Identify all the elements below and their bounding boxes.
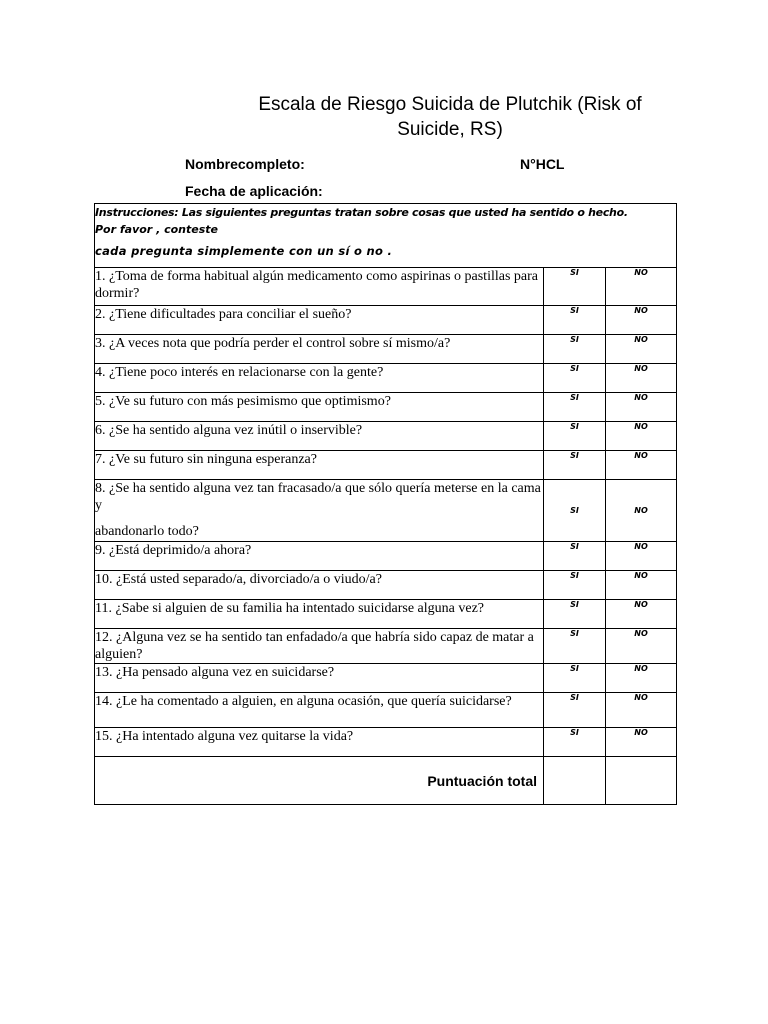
no-option[interactable]: NO: [606, 542, 677, 571]
question-cell: [95, 728, 544, 757]
question-cell: [95, 664, 544, 693]
question-text: 5. ¿Ve su futuro con más pesimismo que optimismo?: [95, 394, 391, 409]
no-option[interactable]: NO: [606, 693, 677, 728]
yes-option[interactable]: SI: [544, 629, 606, 664]
total-no-cell[interactable]: [606, 757, 677, 805]
question-cell: [95, 306, 544, 335]
question-text: 7. ¿Ve su futuro sin ninguna esperanza?: [95, 452, 317, 467]
question-cell: [95, 422, 544, 451]
question-row: [95, 728, 677, 757]
question-cell: [95, 693, 544, 728]
question-text: 8. ¿Se ha sentido alguna vez tan fracasado/a que sólo quería meterse en la cama y: [95, 481, 541, 513]
instructions-line3: cada pregunta simplemente con un sí o no .: [95, 244, 393, 258]
no-option[interactable]: NO: [606, 335, 677, 364]
no-option[interactable]: NO: [606, 306, 677, 335]
question-text: 6. ¿Se ha sentido alguna vez inútil o inservible?: [95, 423, 363, 438]
question-row: [95, 664, 677, 693]
question-text: 1. ¿Toma de forma habitual algún medicamento como aspirinas o pastillas para dormir?: [95, 269, 538, 301]
question-row: [95, 335, 677, 364]
question-row: [95, 600, 677, 629]
question-text: 3. ¿A veces nota que podría perder el control sobre sí mismo/a?: [95, 336, 451, 351]
question-text: 13. ¿Ha pensado alguna vez en suicidarse?: [95, 665, 335, 680]
application-date-label: Fecha de aplicación:: [185, 183, 323, 199]
yes-option[interactable]: SI: [544, 542, 606, 571]
yes-option[interactable]: SI: [544, 422, 606, 451]
question-row: [95, 571, 677, 600]
no-option[interactable]: NO: [606, 422, 677, 451]
question-row: [95, 393, 677, 422]
hcl-number-label: N°HCL: [520, 156, 565, 172]
no-option[interactable]: NO: [606, 480, 677, 542]
total-row: [95, 757, 677, 805]
yes-option[interactable]: SI: [544, 335, 606, 364]
yes-option[interactable]: SI: [544, 268, 606, 306]
instructions-line1: Instrucciones: Las siguientes preguntas tratan sobre cosas que usted ha sentido o hecho.: [95, 206, 628, 219]
question-cell: [95, 480, 544, 542]
question-row: [95, 693, 677, 728]
question-text: 14. ¿Le ha comentado a alguien, en alguna ocasión, que quería suicidarse?: [95, 694, 512, 709]
question-cell: [95, 600, 544, 629]
total-score-label: Puntuación total: [95, 757, 544, 805]
question-cell: [95, 364, 544, 393]
no-option[interactable]: NO: [606, 268, 677, 306]
question-row: [95, 268, 677, 306]
question-gap: [95, 514, 543, 523]
no-option[interactable]: NO: [606, 571, 677, 600]
question-text: 12. ¿Alguna vez se ha sentido tan enfadado/a que habría sido capaz de matar a alguien?: [95, 630, 534, 662]
question-text-continuation: abandonarlo todo?: [95, 524, 199, 539]
yes-option[interactable]: SI: [544, 451, 606, 480]
question-row: [95, 451, 677, 480]
no-option[interactable]: NO: [606, 600, 677, 629]
no-option[interactable]: NO: [606, 664, 677, 693]
yes-option[interactable]: SI: [544, 664, 606, 693]
question-cell: [95, 335, 544, 364]
instructions-row: [95, 204, 677, 268]
no-option[interactable]: NO: [606, 364, 677, 393]
question-text: 11. ¿Sabe si alguien de su familia ha intentado suicidarse alguna vez?: [95, 601, 485, 616]
yes-option[interactable]: SI: [544, 600, 606, 629]
yes-option[interactable]: SI: [544, 693, 606, 728]
full-name-label: Nombrecompleto:: [185, 156, 305, 172]
no-option[interactable]: NO: [606, 629, 677, 664]
question-row: [95, 306, 677, 335]
no-option[interactable]: NO: [606, 393, 677, 422]
question-text: 15. ¿Ha intentado alguna vez quitarse la vida?: [95, 729, 354, 744]
question-text: 4. ¿Tiene poco interés en relacionarse con la gente?: [95, 365, 384, 380]
question-cell: [95, 542, 544, 571]
question-row: [95, 629, 677, 664]
form-title-line1: Escala de Riesgo Suicida de Plutchik (Risk of: [258, 94, 642, 115]
instructions-cell: [95, 204, 677, 268]
question-cell: [95, 451, 544, 480]
question-cell: [95, 393, 544, 422]
question-text: 10. ¿Está usted separado/a, divorciado/a o viudo/a?: [95, 572, 382, 587]
question-cell: [95, 629, 544, 664]
question-row: [95, 480, 677, 542]
form-title: [200, 92, 700, 142]
yes-option[interactable]: SI: [544, 364, 606, 393]
yes-option[interactable]: SI: [544, 480, 606, 542]
question-text: 9. ¿Está deprimido/a ahora?: [95, 543, 252, 558]
form-title-line2: Suicide, RS): [397, 119, 503, 140]
yes-option[interactable]: SI: [544, 306, 606, 335]
no-option[interactable]: NO: [606, 728, 677, 757]
question-cell: [95, 268, 544, 306]
yes-option[interactable]: SI: [544, 571, 606, 600]
question-cell: [95, 571, 544, 600]
no-option[interactable]: NO: [606, 451, 677, 480]
question-row: [95, 422, 677, 451]
total-yes-cell[interactable]: [544, 757, 606, 805]
yes-option[interactable]: SI: [544, 393, 606, 422]
question-row: [95, 364, 677, 393]
question-row: [95, 542, 677, 571]
question-text: 2. ¿Tiene dificultades para conciliar el sueño?: [95, 307, 352, 322]
yes-option[interactable]: SI: [544, 728, 606, 757]
questionnaire-table: [94, 203, 677, 805]
instructions-line2: Por favor , conteste: [95, 223, 218, 236]
